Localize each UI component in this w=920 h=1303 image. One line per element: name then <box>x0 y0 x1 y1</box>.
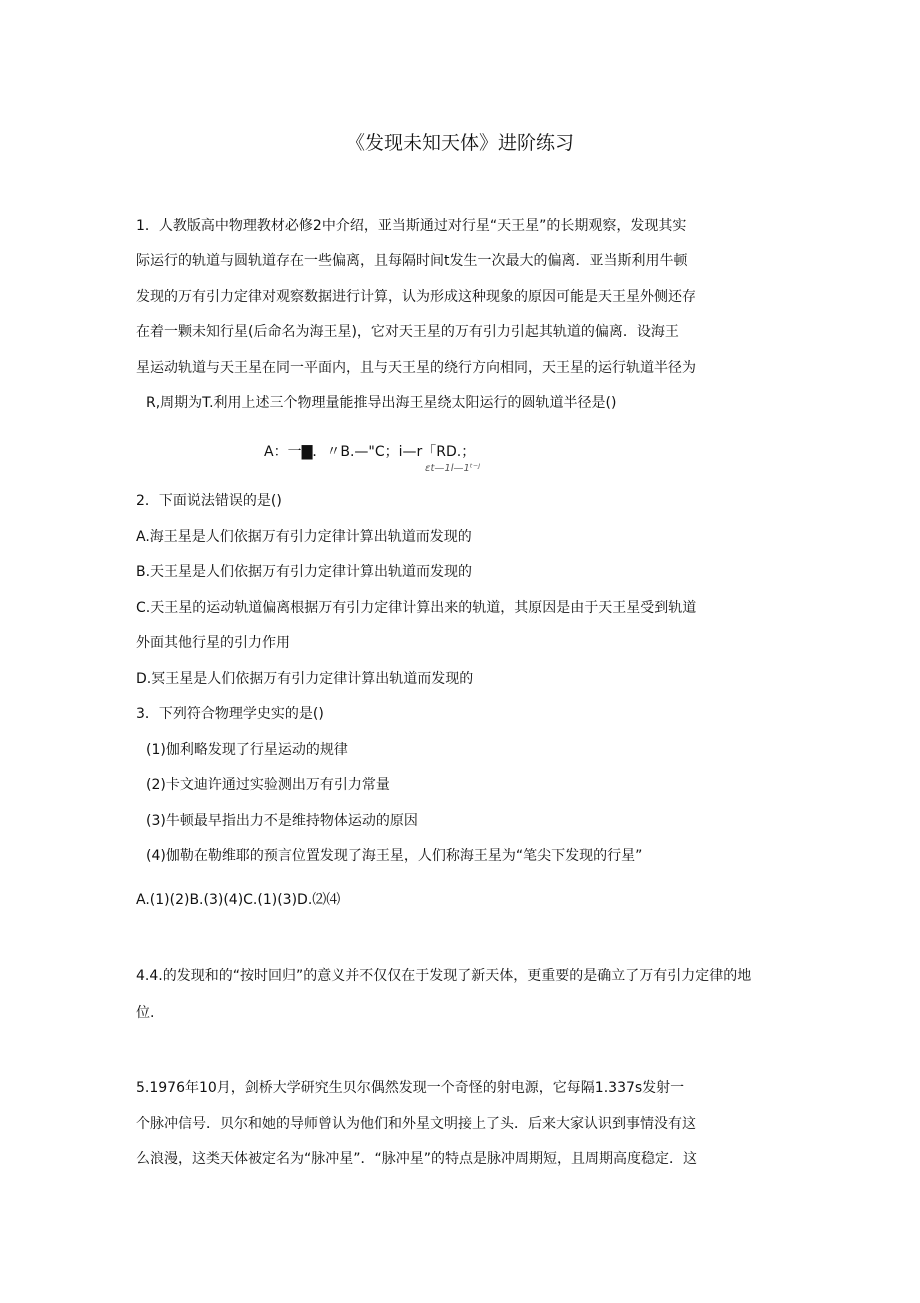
q5-line: 5.1976年10月，剑桥大学研究生贝尔偶然发现一个奇怪的射电源，它每隔1.337s发射一 <box>136 1080 685 1096</box>
q1-line: 际运行的轨道与圆轨道存在一些偏离，且每隔时间t发生一次最大的偏离．亚当斯利用牛顿 <box>136 253 688 269</box>
q2-option: B.天王星是人们依据万有引力定律计算出轨道而发现的 <box>136 564 473 580</box>
q3-item: (4)伽勒在勒维耶的预言位置发现了海王星，人们称海王星为“笔尖下发现的行星” <box>146 848 643 864</box>
q1-line: 1．人教版高中物理教材必修2中介绍，亚当斯通过对行星“天王星”的长期观察，发现其实 <box>136 218 687 234</box>
q1-options-sub: ɛt—1l—1ᵗ⁻ᴶ <box>425 463 480 474</box>
q1-line: 在着一颗未知行星(后命名为海王星)，它对天王星的万有引力引起其轨道的偏离．设海王 <box>136 324 679 340</box>
q1-line: R,周期为T.利用上述三个物理量能推导出海王星绕太阳运行的圆轨道半径是() <box>146 395 617 411</box>
q2-option: C.天王星的运动轨道偏离根据万有引力定律计算出来的轨道，其原因是由于天王星受到轨道 <box>136 600 697 616</box>
q3-item: (3)牛顿最早指出力不是维持物体运动的原因 <box>146 813 418 829</box>
q1-line: 星运动轨道与天王星在同一平面内，且与天王星的绕行方向相同，天王星的运行轨道半径为 <box>136 360 696 376</box>
q3-stem: 3．下列符合物理学史实的是() <box>136 706 324 722</box>
q5-line: 个脉冲信号．贝尔和她的导师曾认为他们和外星文明接上了头．后来大家认识到事情没有这 <box>136 1116 696 1132</box>
q2-option: A.海王星是人们依据万有引力定律计算出轨道而发现的 <box>136 529 472 545</box>
q4-line: 位. <box>136 1005 155 1021</box>
q5-line: 么浪漫，这类天体被定名为“脉冲星”．“脉冲星”的特点是脉冲周期短，且周期高度稳定．这 <box>136 1151 698 1167</box>
page-title: 《发现未知天体》进阶练习 <box>345 132 574 154</box>
q2-option: 外面其他行星的引力作用 <box>136 635 290 651</box>
q2-stem: 2．下面说法错误的是() <box>136 493 282 509</box>
q2-option: D.冥王星是人们依据万有引力定律计算出轨道而发现的 <box>136 671 474 687</box>
q1-line: 发现的万有引力定律对观察数据进行计算，认为形成这种现象的原因可能是天王星外侧还存 <box>136 289 696 305</box>
q1-options: A：一▇．〃B.—"C；i—r「RD.； <box>264 444 476 460</box>
q3-item: (1)伽利略发现了行星运动的规律 <box>146 742 348 758</box>
q3-options: A.(1)(2)B.(3)(4)C.(1)(3)D.⑵⑷ <box>136 892 341 908</box>
q3-item: (2)卡文迪许通过实验测出万有引力常量 <box>146 777 390 793</box>
q4-line: 4.4.的发现和的“按时回归”的意义并不仅仅在于发现了新天体，更重要的是确立了万有引力定律的地 <box>136 968 752 984</box>
